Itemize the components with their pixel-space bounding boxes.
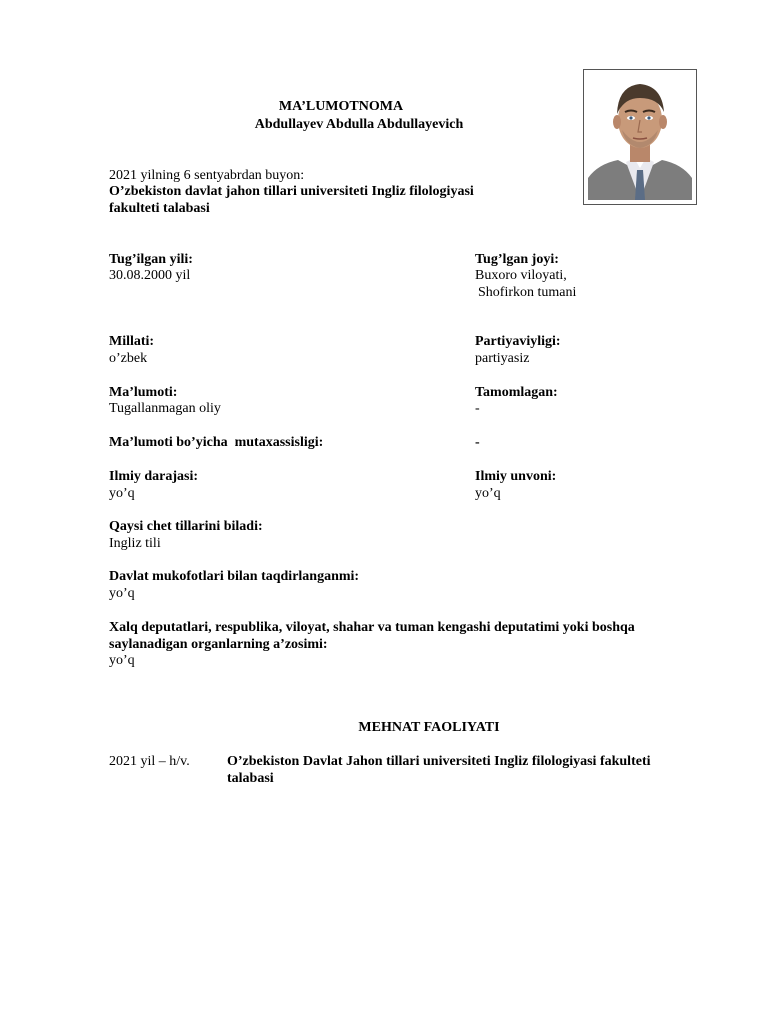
deputy-label-line-1: Xalq deputatlari, respublika, viloyat, shahar va tuman kengashi deputatimi yoki boshqa — [109, 620, 635, 635]
specialty-label: Ma’lumoti bo’yicha mutaxassisligi: — [109, 435, 324, 450]
specialty-value: - — [475, 435, 480, 450]
degree-label: Ilmiy darajasi: — [109, 469, 199, 484]
work-heading: MEHNAT FAOLIYATI — [358, 720, 500, 735]
portrait-icon — [588, 74, 692, 200]
party-label: Partiyaviyligi: — [475, 334, 561, 349]
graduated-value: - — [475, 401, 480, 416]
portrait-photo — [583, 69, 697, 205]
position-line-1: O’zbekiston davlat jahon tillari universiteti Ingliz filologiyasi — [109, 184, 474, 199]
languages-label: Qaysi chet tillarini biladi: — [109, 519, 263, 534]
nationality-label: Millati: — [109, 334, 155, 349]
awards-value: yo’q — [109, 586, 135, 601]
graduated-label: Tamomlagan: — [475, 385, 558, 400]
work-description-line-1: O’zbekiston Davlat Jahon tillari universiteti Ingliz filologiyasi fakulteti — [227, 754, 651, 769]
deputy-label-line-2: saylanadigan organlarning a’zosimi: — [109, 637, 328, 652]
party-value: partiyasiz — [475, 351, 530, 366]
education-label: Ma’lumoti: — [109, 385, 178, 400]
document-title: MA’LUMOTNOMA — [278, 99, 404, 114]
birth-place-line-1: Buxoro viloyati, — [475, 268, 567, 283]
birth-place-label: Tug’lgan joyi: — [475, 252, 559, 267]
birth-year-value: 30.08.2000 yil — [109, 268, 191, 283]
languages-value: Ingliz tili — [109, 536, 161, 551]
work-description-line-2: talabasi — [227, 771, 274, 786]
deputy-value: yo’q — [109, 653, 135, 668]
academic-title-label: Ilmiy unvoni: — [475, 469, 557, 484]
education-value: Tugallanmagan oliy — [109, 401, 221, 416]
start-date-line: 2021 yilning 6 sentyabrdan buyon: — [109, 168, 305, 183]
birth-year-label: Tug’ilgan yili: — [109, 252, 193, 267]
awards-label: Davlat mukofotlari bilan taqdirlanganmi: — [109, 569, 360, 584]
nationality-value: o’zbek — [109, 351, 148, 366]
person-name: Abdullayev Abdulla Abdullayevich — [254, 117, 464, 132]
position-line-2: fakulteti talabasi — [109, 201, 210, 216]
work-period: 2021 yil – h/v. — [109, 754, 190, 769]
academic-title-value: yo’q — [475, 486, 501, 501]
birth-place-line-2: Shofirkon tumani — [478, 285, 577, 300]
degree-value: yo’q — [109, 486, 135, 501]
